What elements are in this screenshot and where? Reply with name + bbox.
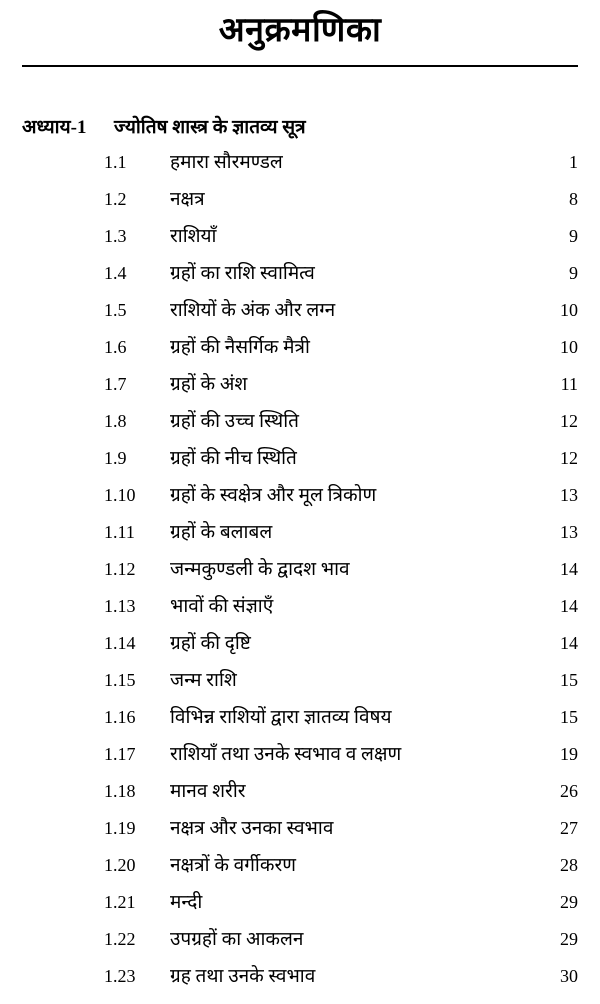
- toc-entry-page: 26: [560, 780, 578, 801]
- toc-entry[interactable]: [22, 782, 578, 819]
- toc-entry[interactable]: [22, 375, 578, 412]
- toc-entry-page: 11: [560, 373, 578, 394]
- toc-entry-page: 10: [560, 336, 578, 357]
- toc-entry[interactable]: [22, 930, 578, 967]
- toc-entry-page: 19: [560, 743, 578, 764]
- toc-entry-title: जन्म राशि: [170, 669, 237, 691]
- toc-entry[interactable]: [22, 412, 578, 449]
- title-divider: [22, 65, 578, 67]
- toc-entry[interactable]: [22, 153, 578, 190]
- toc-entry[interactable]: [22, 301, 578, 338]
- toc-entry-page: 9: [569, 225, 578, 246]
- toc-entry-title: राशियाँ: [170, 225, 217, 247]
- toc-entry-number: 1.22: [104, 928, 136, 949]
- toc-entry-title: ग्रह तथा उनके स्वभाव: [170, 965, 316, 987]
- toc-entry[interactable]: [22, 967, 578, 1004]
- toc-entry[interactable]: [22, 227, 578, 264]
- toc-entry-number: 1.16: [104, 706, 136, 727]
- toc-entry-number: 1.7: [104, 373, 127, 394]
- toc-entry-title: हमारा सौरमण्डल: [170, 151, 283, 173]
- toc-entry-number: 1.3: [104, 225, 127, 246]
- toc-entry-number: 1.10: [104, 484, 136, 505]
- toc-entry-title: राशियों के अंक और लग्न: [170, 299, 336, 321]
- toc-entry-page: 27: [560, 817, 578, 838]
- toc-entry-title: विभिन्न राशियों द्वारा ज्ञातव्य विषय: [170, 706, 392, 728]
- toc-entry[interactable]: [22, 486, 578, 523]
- toc-entry-title: ग्रहों की नैसर्गिक मैत्री: [170, 336, 310, 358]
- toc-entry-number: 1.11: [104, 521, 135, 542]
- chapter-label: अध्याय-1: [22, 116, 87, 138]
- toc-entry-page: 8: [569, 188, 578, 209]
- toc-entry-number: 1.14: [104, 632, 136, 653]
- toc-entry-page: 12: [560, 447, 578, 468]
- toc-entry-page: 13: [560, 484, 578, 505]
- toc-entry-page: 12: [560, 410, 578, 431]
- toc-entry-title: मन्दी: [170, 891, 203, 913]
- toc-entry-number: 1.1: [104, 151, 127, 172]
- toc-entry-page: 29: [560, 891, 578, 912]
- toc-entry-title: ग्रहों के स्वक्षेत्र और मूल त्रिकोण: [170, 484, 377, 506]
- toc-entry-number: 1.9: [104, 447, 127, 468]
- toc-entry[interactable]: [22, 523, 578, 560]
- toc-entry[interactable]: [22, 708, 578, 745]
- toc-entry-page: 13: [560, 521, 578, 542]
- toc-entry[interactable]: [22, 856, 578, 893]
- toc-entry-page: 15: [560, 669, 578, 690]
- toc-entry-number: 1.4: [104, 262, 127, 283]
- toc-entry-number: 1.5: [104, 299, 127, 320]
- toc-entry-title: ग्रहों की नीच स्थिति: [170, 447, 297, 469]
- toc-entry-number: 1.23: [104, 965, 136, 986]
- toc-entry[interactable]: [22, 745, 578, 782]
- toc-entry-list: [22, 153, 578, 1004]
- toc-entry-number: 1.15: [104, 669, 136, 690]
- toc-entry-page: 14: [560, 595, 578, 616]
- toc-entry-title: नक्षत्रों के वर्गीकरण: [170, 854, 296, 876]
- toc-entry-page: 10: [560, 299, 578, 320]
- toc-entry[interactable]: [22, 560, 578, 597]
- toc-entry-page: 29: [560, 928, 578, 949]
- toc-entry-title: ग्रहों के बलाबल: [170, 521, 273, 543]
- toc-entry-title: भावों की संज्ञाएँ: [170, 595, 274, 617]
- toc-entry-page: 9: [569, 262, 578, 283]
- toc-entry-page: 15: [560, 706, 578, 727]
- toc-entry[interactable]: [22, 264, 578, 301]
- toc-entry-page: 28: [560, 854, 578, 875]
- toc-entry-title: नक्षत्र: [170, 188, 205, 210]
- toc-entry-page: 14: [560, 632, 578, 653]
- toc-entry-number: 1.13: [104, 595, 136, 616]
- toc-entry-title: जन्मकुण्डली के द्वादश भाव: [170, 558, 350, 580]
- chapter-heading: [22, 113, 578, 139]
- page-title: अनुक्रमणिका: [218, 12, 382, 49]
- toc-entry-number: 1.20: [104, 854, 136, 875]
- toc-entry-title: ग्रहों की दृष्टि: [170, 632, 251, 654]
- toc-entry-number: 1.18: [104, 780, 136, 801]
- toc-entry[interactable]: [22, 190, 578, 227]
- toc-entry-number: 1.8: [104, 410, 127, 431]
- toc-entry-title: ग्रहों की उच्च स्थिति: [170, 410, 299, 432]
- toc-entry-title: उपग्रहों का आकलन: [170, 928, 304, 950]
- toc-entry-title: राशियाँ तथा उनके स्वभाव व लक्षण: [170, 743, 402, 765]
- toc-entry-page: 30: [560, 965, 578, 986]
- toc-entry-title: नक्षत्र और उनका स्वभाव: [170, 817, 334, 839]
- chapter-name: ज्योतिष शास्त्र के ज्ञातव्य सूत्र: [114, 116, 306, 138]
- toc-entry-page: 14: [560, 558, 578, 579]
- toc-entry[interactable]: [22, 634, 578, 671]
- toc-entry[interactable]: [22, 671, 578, 708]
- toc-entry[interactable]: [22, 449, 578, 486]
- toc-entry[interactable]: [22, 893, 578, 930]
- toc-entry-number: 1.12: [104, 558, 136, 579]
- toc-entry[interactable]: [22, 819, 578, 856]
- toc-entry-title: मानव शरीर: [170, 780, 246, 802]
- toc-entry-title: ग्रहों के अंश: [170, 373, 248, 395]
- toc-entry-number: 1.6: [104, 336, 127, 357]
- toc-entry-number: 1.17: [104, 743, 136, 764]
- toc-entry-page: 1: [569, 151, 578, 172]
- toc-entry[interactable]: [22, 338, 578, 375]
- toc-entry[interactable]: [22, 597, 578, 634]
- toc-entry-number: 1.2: [104, 188, 127, 209]
- toc-entry-title: ग्रहों का राशि स्वामित्व: [170, 262, 315, 284]
- toc-entry-number: 1.19: [104, 817, 136, 838]
- toc-entry-number: 1.21: [104, 891, 136, 912]
